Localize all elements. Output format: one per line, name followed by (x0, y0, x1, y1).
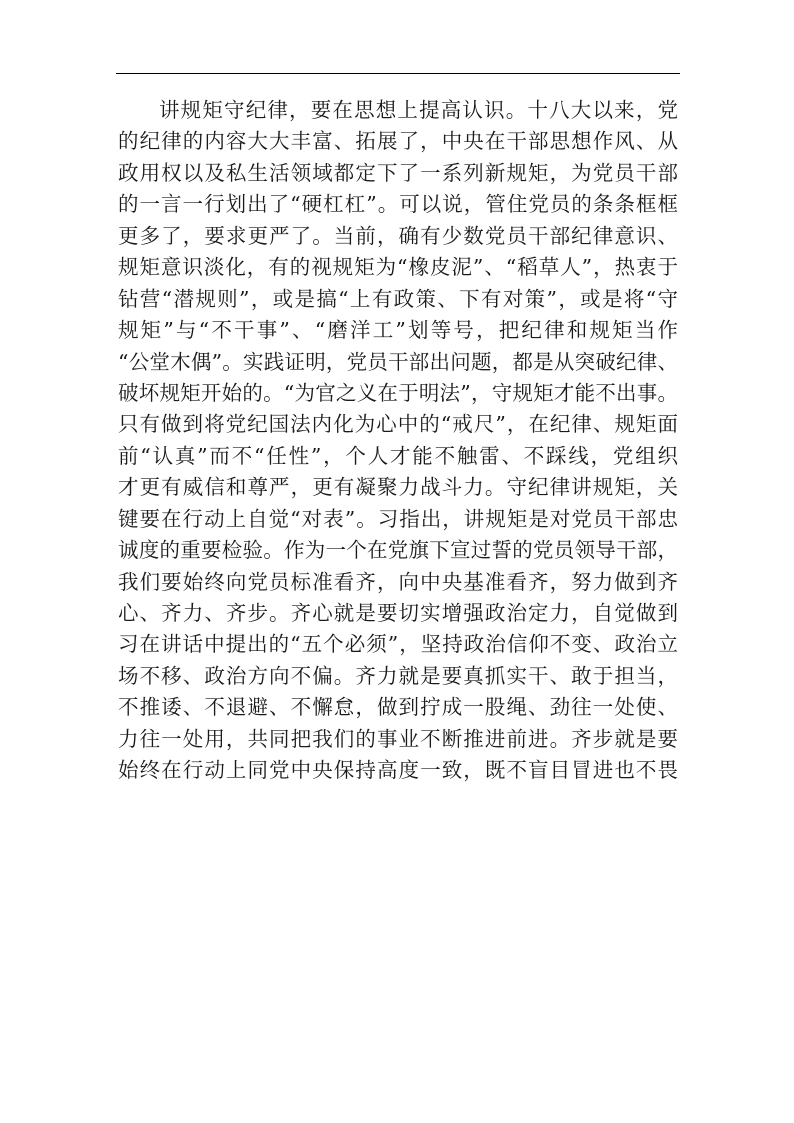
text-line: 始终在行动上同党中央保持高度一致，既不盲目冒进也不畏 (118, 758, 678, 783)
text-line: 我们要始终向党员标准看齐，向中央基准看齐，努力做到齐 (118, 569, 678, 594)
text-line: 规矩意识淡化，有的视规矩为“橡皮泥”、“稻草人”，热衷于 (118, 255, 678, 280)
text-line: 更多了，要求更严了。当前，确有少数党员干部纪律意识、 (118, 223, 678, 248)
text-line: 场不移、政治方向不偏。齐力就是要真抓实干、敢于担当， (118, 663, 678, 688)
header-rule (116, 73, 680, 74)
text-line: 键要在行动上自觉“对表”。习指出，讲规矩是对党员干部忠 (118, 506, 678, 531)
text-line: 破坏规矩开始的。“为官之义在于明法”，守规矩才能不出事。 (118, 380, 678, 405)
text-line: 心、齐力、齐步。齐心就是要切实增强政治定力，自觉做到 (118, 601, 678, 625)
text-line: 讲规矩守纪律，要在思想上提高认识。十八大以来，党 (159, 98, 678, 122)
text-line: 只有做到将党纪国法内化为心中的“戒尺”，在纪律、规矩面 (118, 412, 678, 437)
text-line: 诚度的重要检验。作为一个在党旗下宣过誓的党员领导干部， (118, 538, 678, 563)
text-line: 前“认真”而不“任性”，个人才能不触雷、不踩线，党组织 (118, 443, 678, 468)
text-line: 政用权以及私生活领域都定下了一系列新规矩，为党员干部 (118, 160, 678, 185)
text-line: 习在讲话中提出的“五个必须”，坚持政治信仰不变、政治立 (118, 632, 678, 657)
text-line: 才更有威信和尊严，更有凝聚力战斗力。守纪律讲规矩，关 (118, 475, 678, 500)
text-line: 的纪律的内容大大丰富、拓展了，中央在干部思想作风、从 (118, 129, 678, 154)
text-line: 不推诿、不退避、不懈怠，做到拧成一股绳、劲往一处使、 (118, 695, 678, 720)
text-line: 规矩”与“不干事”、“磨洋工”划等号，把纪律和规矩当作 (118, 318, 678, 343)
text-line: “公堂木偶”。实践证明，党员干部出问题，都是从突破纪律、 (118, 349, 678, 374)
text-line: 钻营“潜规则”，或是搞“上有政策、下有对策”，或是将“守 (118, 286, 678, 311)
text-line: 力往一处用，共同把我们的事业不断推进前进。齐步就是要 (118, 726, 678, 751)
body-paragraph (118, 95, 678, 787)
text-line: 的一言一行划出了“硬杠杠”。可以说，管住党员的条条框框 (118, 192, 678, 217)
